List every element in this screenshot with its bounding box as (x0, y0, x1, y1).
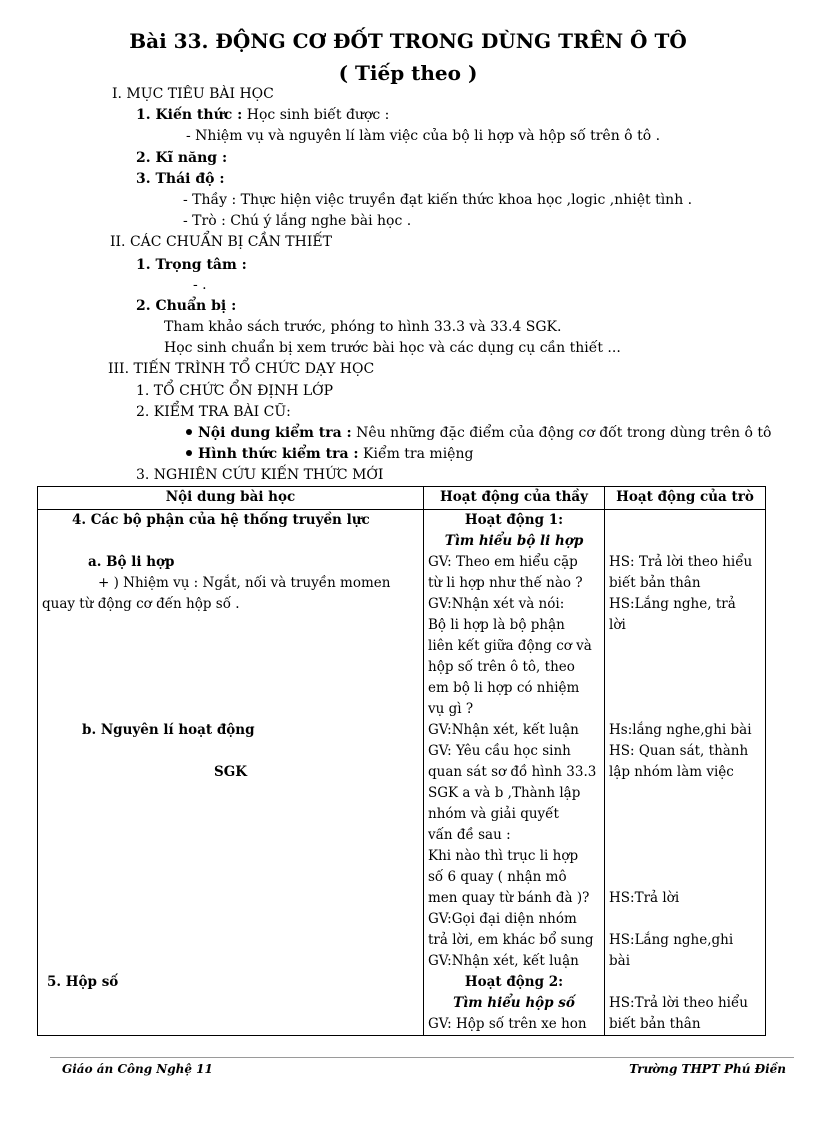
teacher-line: GV:Nhận xét, kết luận (428, 722, 579, 738)
teacher-line: GV:Nhận xét và nói: (428, 596, 565, 612)
teacher-line: từ li hợp như thế nào ? (428, 575, 583, 591)
student-line (609, 867, 761, 888)
check-form-text: Kiểm tra miệng (358, 446, 474, 462)
header-content: Nội dung bài học (38, 487, 424, 510)
teacher-line: GV:Nhận xét, kết luận (428, 953, 579, 969)
knowledge-line (136, 106, 389, 124)
teacher-line: GV: Hộp số trên xe hon (428, 1016, 587, 1032)
student-line (609, 510, 761, 531)
attitude-student: - Trò : Chú ý lắng nghe bài học . (183, 213, 412, 229)
teacher-line: vụ gì ? (428, 701, 474, 717)
teacher-line: em bộ li hợp có nhiệm (428, 680, 580, 696)
teacher-line: GV: Yêu cầu học sinh (428, 743, 571, 759)
teacher-column (424, 510, 605, 1036)
footer-right: Trường THPT Phú Điền (629, 1062, 786, 1076)
footer-left: Giáo án Công Nghệ 11 (62, 1062, 213, 1076)
new-knowledge-heading: 3. NGHIÊN CỨU KIẾN THỨC MỚI (136, 467, 384, 483)
org-heading: 1. TỔ CHỨC ỔN ĐỊNH LỚP (136, 383, 334, 399)
student-line (609, 531, 761, 552)
student-line: HS:Lắng nghe, trả (609, 596, 736, 612)
student-line (609, 909, 761, 930)
teacher-line: men quay từ bánh đà )? (428, 890, 590, 906)
content-clutch: a. Bộ li hợp (88, 554, 175, 570)
check-content-text: Nêu những đặc điểm của động cơ đốt trong dùng trên ô tô (351, 425, 772, 441)
student-line: biết bản thân (609, 1016, 701, 1032)
student-line (609, 972, 761, 993)
table-row (38, 510, 766, 1036)
teacher-line: số 6 quay ( nhận mô (428, 869, 567, 885)
student-line (609, 657, 761, 678)
student-line: HS:Trả lời (609, 890, 680, 906)
lesson-title: Bài 33. ĐỘNG CƠ ĐỐT TRONG DÙNG TRÊN Ô TÔ (129, 29, 687, 53)
focus-label: 1. Trọng tâm : (136, 257, 247, 273)
lesson-subtitle: ( Tiếp theo ) (338, 61, 478, 85)
lesson-table (37, 486, 766, 1036)
check-form (186, 445, 473, 463)
header-student: Hoạt động của trò (605, 487, 766, 510)
student-line: Hs:lắng nghe,ghi bài (609, 722, 752, 738)
section-3-heading: III. TIẾN TRÌNH TỔ CHỨC DẠY HỌC (108, 361, 375, 377)
teacher-line: GV: Theo em hiểu cặp (428, 554, 578, 570)
student-line: HS:Trả lời theo hiểu (609, 995, 748, 1011)
student-line (609, 636, 761, 657)
student-column (605, 510, 766, 1036)
table-header-row (38, 487, 766, 510)
teacher-activity-1-title: Tìm hiểu bộ li hợp (444, 533, 584, 549)
teacher-line: nhóm và giải quyết (428, 806, 559, 822)
content-clutch-task-1: + ) Nhiệm vụ : Ngắt, nối và truyền momen (98, 575, 391, 591)
section-2-heading: II. CÁC CHUẨN BỊ CẦN THIẾT (110, 234, 332, 250)
teacher-line: hộp số trên ô tô, theo (428, 659, 575, 675)
prep-line-2: Học sinh chuẩn bị xem trước bài học và các dụng cụ cần thiết ... (164, 340, 621, 356)
content-column (38, 510, 424, 1036)
teacher-line: vấn đề sau : (428, 827, 511, 843)
content-principle: b. Nguyên lí hoạt động (82, 722, 255, 738)
student-line (609, 678, 761, 699)
student-line (609, 825, 761, 846)
bullet-icon (186, 429, 192, 435)
content-clutch-task-2: quay từ động cơ đến hộp số . (42, 596, 240, 612)
prep-line-1: Tham khảo sách trước, phóng to hình 33.3 và 33.4 SGK. (164, 319, 562, 335)
teacher-activity-1: Hoạt động 1: (464, 512, 564, 528)
student-line (609, 846, 761, 867)
student-line: HS:Lắng nghe,ghi (609, 932, 734, 948)
teacher-line: trả lời, em khác bổ sung (428, 932, 594, 948)
student-line: biết bản thân (609, 575, 701, 591)
student-line: HS: Quan sát, thành (609, 743, 749, 759)
check-content (186, 424, 771, 442)
attitude-label: 3. Thái độ : (136, 171, 225, 187)
content-sgk: SGK (214, 764, 248, 780)
student-line: lời (609, 617, 626, 633)
teacher-line: Bộ li hợp là bộ phận (428, 617, 565, 633)
student-line: lập nhóm làm việc (609, 764, 734, 780)
header-teacher: Hoạt động của thầy (424, 487, 605, 510)
skills-label: 2. Kĩ năng : (136, 150, 228, 166)
teacher-line: Khi nào thì trục li hợp (428, 848, 579, 864)
prep-label: 2. Chuẩn bị : (136, 298, 237, 314)
section-1-heading: I. MỤC TIÊU BÀI HỌC (112, 86, 274, 102)
student-line (609, 783, 761, 804)
footer-divider (50, 1057, 794, 1058)
attitude-teacher: - Thầy : Thực hiện việc truyền đạt kiến thức khoa học ,logic ,nhiệt tình . (183, 192, 693, 208)
teacher-line: quan sát sơ đồ hình 33.3 (428, 764, 597, 780)
student-line (609, 804, 761, 825)
knowledge-label: 1. Kiến thức : (136, 107, 243, 123)
student-line (609, 699, 761, 720)
student-line: HS: Trả lời theo hiểu (609, 554, 753, 570)
check-form-label: Hình thức kiểm tra : (198, 446, 359, 462)
knowledge-item: - Nhiệm vụ và nguyên lí làm việc của bộ li hợp và hộp số trên ô tô . (186, 128, 661, 144)
teacher-activity-2-title: Tìm hiểu hộp số (453, 995, 575, 1011)
bullet-icon (186, 450, 192, 456)
content-gearbox: 5. Hộp số (47, 974, 119, 990)
teacher-line: liên kết giữa động cơ và (428, 638, 592, 654)
teacher-activity-2: Hoạt động 2: (464, 974, 564, 990)
teacher-line: SGK a và b ,Thành lập (428, 785, 581, 801)
content-heading-4: 4. Các bộ phận của hệ thống truyền lực (72, 512, 370, 528)
knowledge-text: Học sinh biết được : (242, 107, 390, 123)
focus-value: - . (193, 277, 207, 293)
teacher-line: GV:Gọi đại diện nhóm (428, 911, 577, 927)
check-heading: 2. KIỂM TRA BÀI CŨ: (136, 404, 291, 420)
student-line: bài (609, 953, 631, 969)
check-content-label: Nội dung kiểm tra : (198, 425, 352, 441)
